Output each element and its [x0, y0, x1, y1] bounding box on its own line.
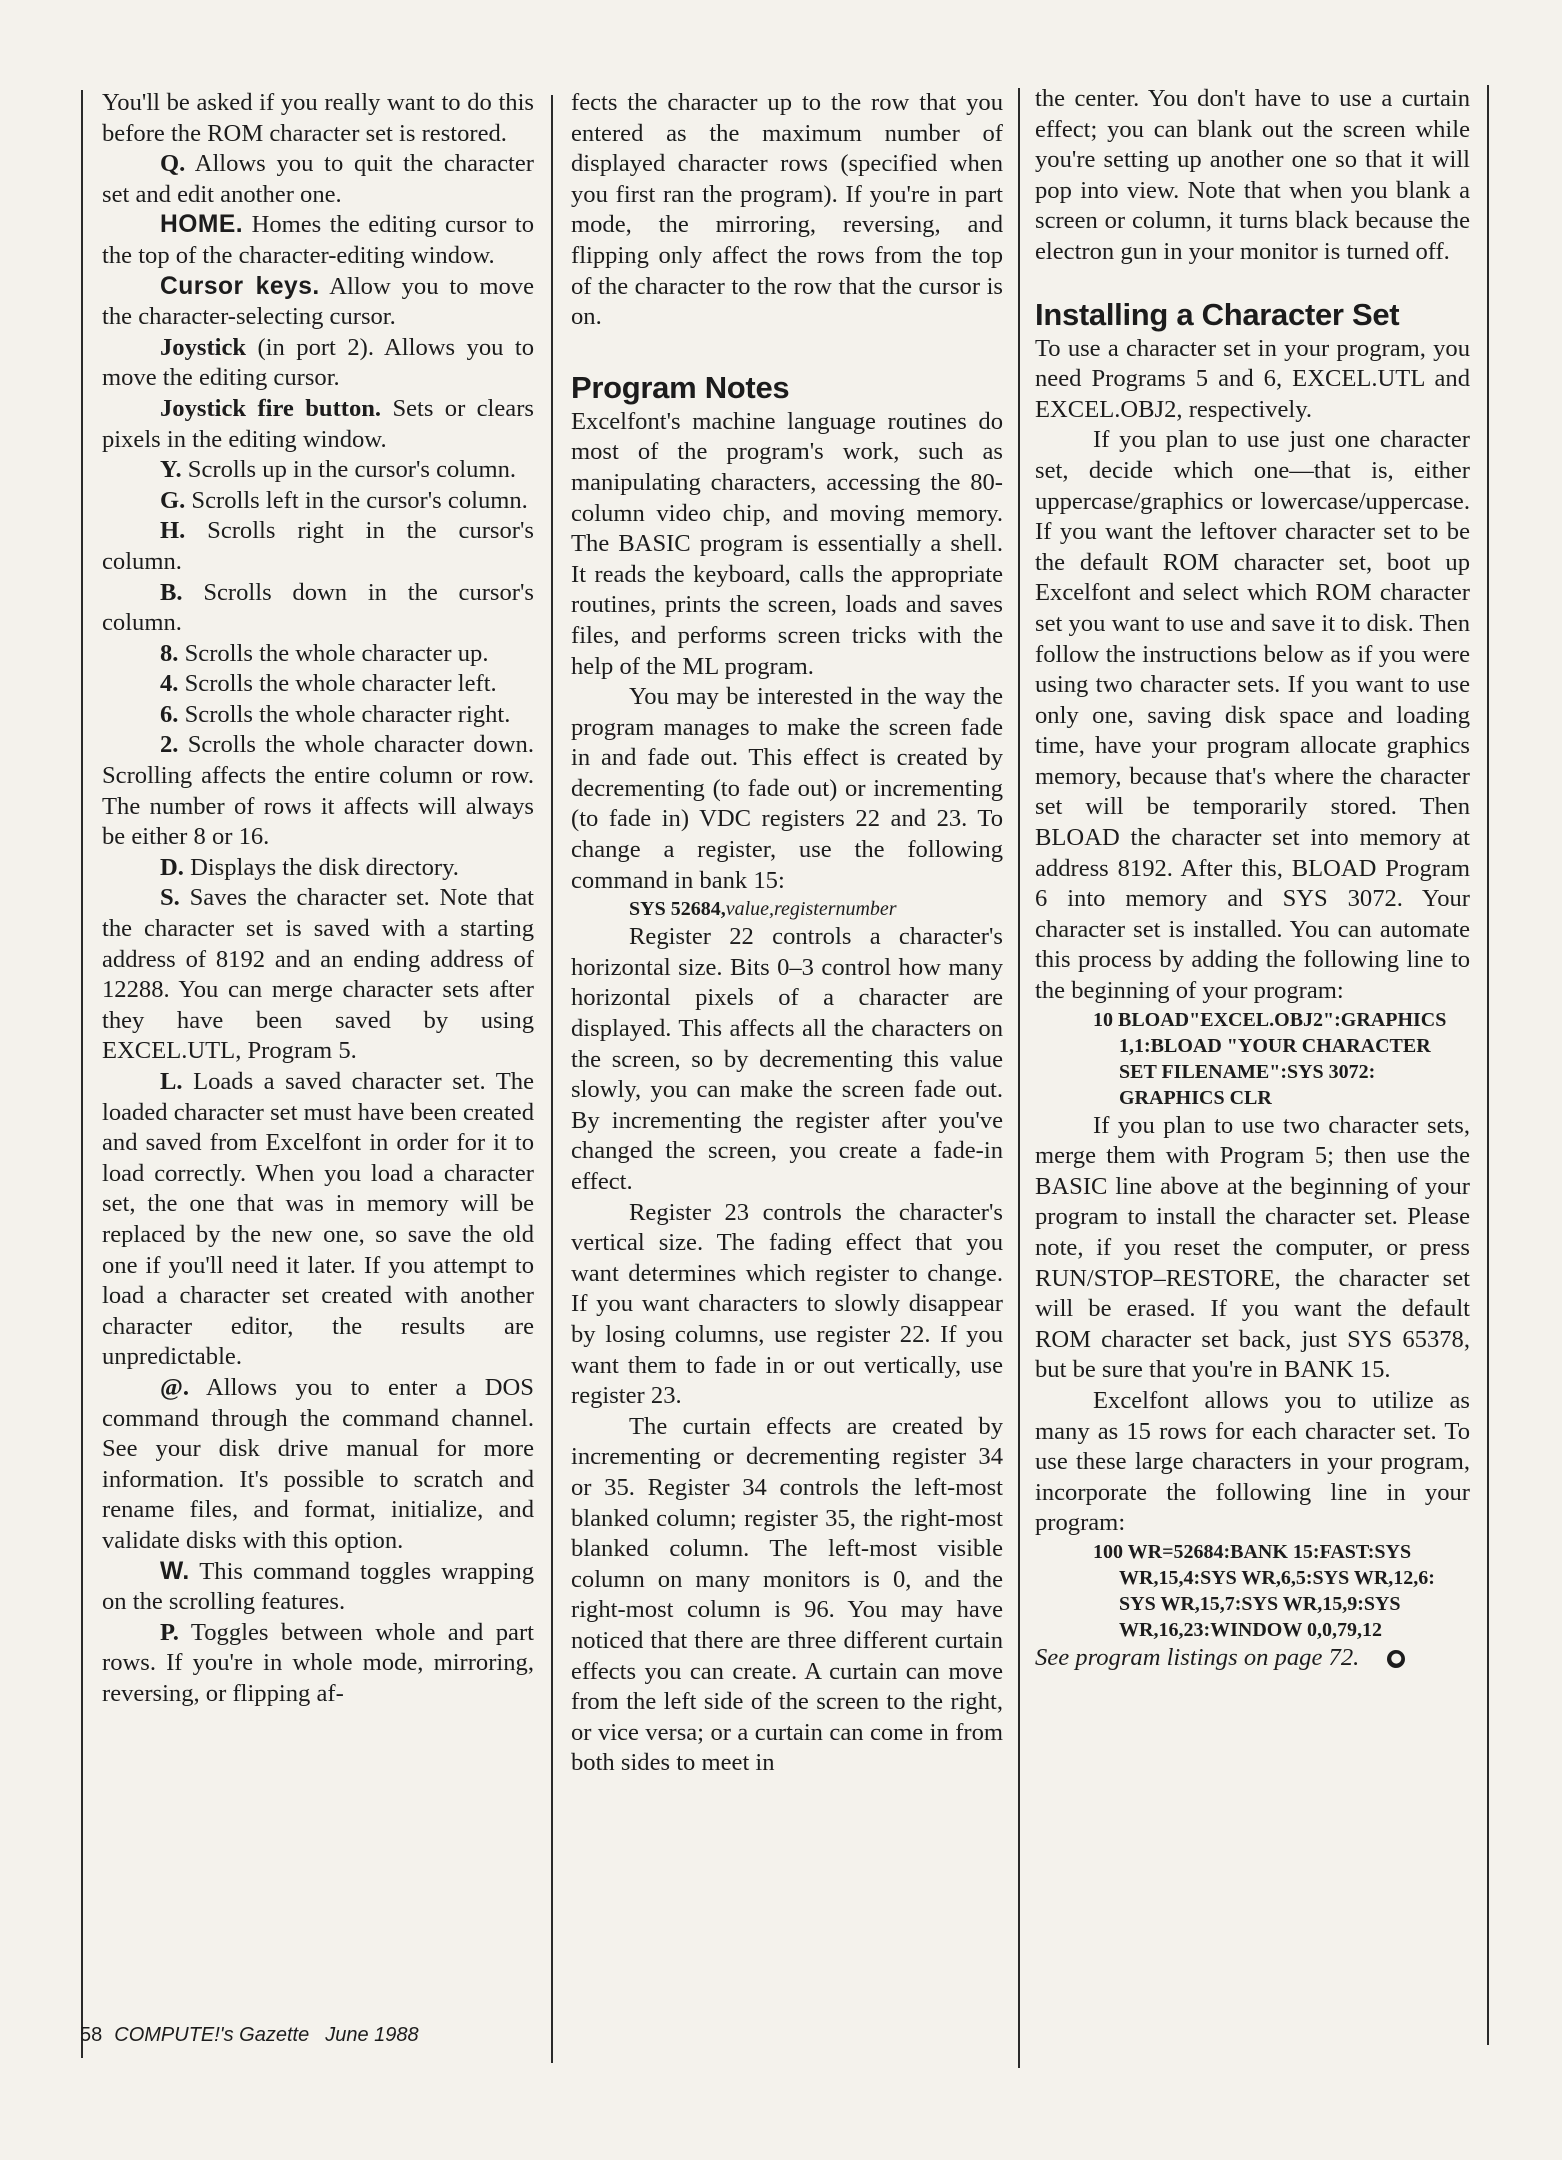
c1-item-b: B. Scrolls down in the cursor's column. — [102, 578, 534, 637]
c3-paragraph-one-set: If you plan to use just one character set, decide which one—that is, either uppercase/graphics or lowercase/uppercase. If you want the leftover character set to be the default ROM character set, boot up Excelfont and select which ROM character set you want to use and save it to disk. Then follow the instructions below as if you were using two character sets. If you want to use only one, saving disk space and loading time, have your program allocate graphics memory, because that's where the character set will be temporarily stored. Then BLOAD the character set into memory at address 8192. After this, BLOAD Program 6 into memory and SYS 3072. Your character set is installed. You can automate this process by adding the following line to the beginning of your program: — [1035, 426, 1470, 1005]
c1-item-4: 4. Scrolls the whole character left. — [160, 670, 497, 698]
key-l: L. — [160, 1068, 183, 1095]
c1-item-cursor-keys: Cursor keys. Allow you to move the character-selecting cursor. — [102, 272, 534, 331]
c1-item-6: 6. Scrolls the whole character right. — [160, 700, 511, 728]
c3-paragraph-two-sets: If you plan to use two character sets, merge them with Program 5; then use the BASIC line above at the beginning of your program to install the character set. Please note, if you reset the computer, or press RUN/STOP–RESTORE, the character set will be erased. If you want the default ROM character set back, just SYS 65378, but be sure that you're in BANK 15. — [1035, 1111, 1470, 1384]
c3-paragraph-continuation: the center. You don't have to use a curtain effect; you can blank out the screen while you're setting up another one so that it will pop into view. Note that when you blank a screen or column, it turns black because the electron gun in your monitor is turned off. — [1035, 85, 1470, 265]
end-of-article-mark-icon: ● — [1387, 1650, 1405, 1668]
column-2 — [571, 88, 1003, 1779]
key-at: @. — [160, 1373, 190, 1401]
c3-paragraph-15-rows: Excelfont allows you to utilize as many as 15 rows for each character set. To use these large characters in your program, incorporate the following line in your program: — [1035, 1386, 1470, 1537]
key-d: D. — [160, 853, 184, 881]
key-8: 8. — [160, 639, 179, 667]
key-cursor: Cursor keys. — [160, 272, 320, 300]
c1-item-2: 2. Scrolls the whole character down. Scrolling affects the entire column or row. The number of rows it affects will always be either 8 or 16. — [102, 731, 534, 851]
c1-item-home: HOME. Homes the editing cursor to the top of the character-editing window. — [102, 211, 534, 269]
page-footer — [80, 2024, 419, 2047]
key-2: 2. — [160, 731, 179, 759]
key-s: S. — [160, 884, 180, 912]
c2-paragraph-register-23: Register 23 controls the character's vertical size. The fading effect that you want determines which register to change. If you want characters to slowly disappear by losing columns, use register 22. If you want them to fade in or out vertically, use register 23. — [571, 1198, 1003, 1410]
c3-paragraph-programs: To use a character set in your program, you need Programs 5 and 6, EXCEL.UTL and EXCEL.OBJ2, respectively. — [1035, 334, 1470, 423]
magazine-name: COMPUTE!'s Gazette — [114, 2024, 310, 2046]
key-4: 4. — [160, 670, 179, 698]
column-3 — [1035, 84, 1470, 1674]
key-home: HOME. — [160, 211, 244, 239]
c2-paragraph-fade: You may be interested in the way the program manages to make the screen fade in and fade out. This effect is created by decrementing (to fade out) or incrementing (to fade in) VDC registers 22 and 23. To change a register, use the following command in bank 15: — [571, 683, 1003, 894]
c1-item-fire: Joystick fire button. Sets or clears pixels in the editing window. — [102, 394, 534, 453]
page-number: 58 — [80, 2024, 103, 2046]
c2-paragraph-continuation: fects the character up to the row that you entered as the maximum number of displayed character rows (specified when you first ran the program). If you're in part mode, the mirroring, reversing, and flipping only affect the rows from the top of the character to the row that the cursor is on. — [571, 89, 1003, 331]
c1-item-h: H. Scrolls right in the cursor's column. — [102, 517, 534, 575]
c1-paragraph-intro: You'll be asked if you really want to do this before the ROM character set is restored. — [102, 89, 534, 147]
column-rule-2 — [1018, 88, 1020, 2068]
c1-item-q: Q. Allows you to quit the character set and edit another one. — [102, 150, 534, 208]
code-bload-line: 10 BLOAD"EXCEL.OBJ2":GRAPHICS 1,1:BLOAD "YOUR CHARACTER SET FILENAME":SYS 3072: GRAPHICS CLR — [1093, 1008, 1447, 1109]
c2-paragraph-ml-routines: Excelfont's machine language routines do most of the program's work, such as manipulating characters, accessing the 80-column video chip, and moving memory. The BASIC program is essentially a shell. It reads the keyboard, calls the appropriate routines, prints the screen, loads and saves files, and performs screen tricks with the help of the ML program. — [571, 407, 1003, 680]
key-fire: Joystick fire button. — [160, 394, 382, 422]
c1-item-p: P. Toggles between whole and part rows. If you're in whole mode, mirroring, reversing, or flipping af- — [102, 1618, 534, 1707]
heading-installing-character-set: Installing a Character Set — [1035, 296, 1400, 332]
column-rule-1 — [551, 95, 553, 2063]
key-g: G. — [160, 486, 186, 514]
c1-item-s: S. Saves the character set. Note that the character set is saved with a starting address of 8192 and an ending address of 12288. You can merge character sets after they have been saved by using EXCEL.UTL, Program 5. — [102, 884, 534, 1065]
column-rule-right — [1487, 85, 1489, 2045]
c1-item-l: L. Loads a saved character set. The loaded character set must have been created and saved from Excelfont in order for it to load correctly. When you load a character set, the one that was in memory will be replaced by the new one, so save the old one if you'll need it later. If you attempt to load a character set created with another character editor, the results are unpredictable. — [102, 1068, 534, 1371]
c1-item-g: G. Scrolls left in the cursor's column. — [160, 486, 528, 514]
c1-item-d: D. Displays the disk directory. — [160, 853, 459, 881]
key-p: P. — [160, 1618, 179, 1646]
column-1 — [102, 88, 534, 1709]
key-q: Q. — [160, 150, 186, 178]
c2-paragraph-register-22: Register 22 controls a character's horizontal size. Bits 0–3 control how many horizontal pixels of a character are displayed. This affects all the characters on the screen, so by decrementing this value slowly, you can make the screen fade out. By incrementing the register after you've changed the screen, you create a fade-in effect. — [571, 923, 1003, 1195]
code-window-line: 100 WR=52684:BANK 15:FAST:SYS WR,15,4:SYS WR,6,5:SYS WR,12,6: SYS WR,15,7:SYS WR,15,9:SYS WR,16,23:WINDOW 0,0,79,12 — [1093, 1540, 1435, 1641]
c1-item-y: Y. Scrolls up in the cursor's column. — [160, 456, 517, 484]
issue-date: June 1988 — [325, 2024, 419, 2046]
c1-item-w: W. This command toggles wrapping on the scrolling features. — [102, 1557, 534, 1616]
key-y: Y. — [160, 456, 182, 484]
heading-program-notes: Program Notes — [571, 369, 790, 405]
c1-item-joystick: Joystick (in port 2). Allows you to move the editing cursor. — [102, 333, 534, 392]
c1-item-at: @. Allows you to enter a DOS command through the command channel. See your disk drive manual for more information. It's possible to scratch and rename files, and format, initialize, and validate disks with this option. — [102, 1373, 534, 1554]
c1-item-8: 8. Scrolls the whole character up. — [160, 639, 489, 667]
key-b: B. — [160, 578, 183, 606]
column-rule-left — [81, 90, 83, 2058]
key-w: W. — [160, 1557, 190, 1585]
key-6: 6. — [160, 700, 179, 728]
c2-paragraph-curtain: The curtain effects are created by incrementing or decrementing register 34 or 35. Register 34 controls the left-most blanked column; register 35, the right-most blanked column. The left-most visible column on many monitors is 0, and the right-most column is 96. You may have noticed that there are three different curtain effects you can create. A curtain can move from the left side of the screen to the right, or vice versa; or a curtain can come in from both sides to meet in — [571, 1412, 1003, 1777]
see-program-listings: See program listings on page 72. ● — [1035, 1643, 1470, 1674]
code-sys-register: SYS 52684,value,registernumber — [629, 898, 897, 921]
key-joystick: Joystick — [160, 333, 247, 361]
key-h: H. — [160, 517, 186, 545]
